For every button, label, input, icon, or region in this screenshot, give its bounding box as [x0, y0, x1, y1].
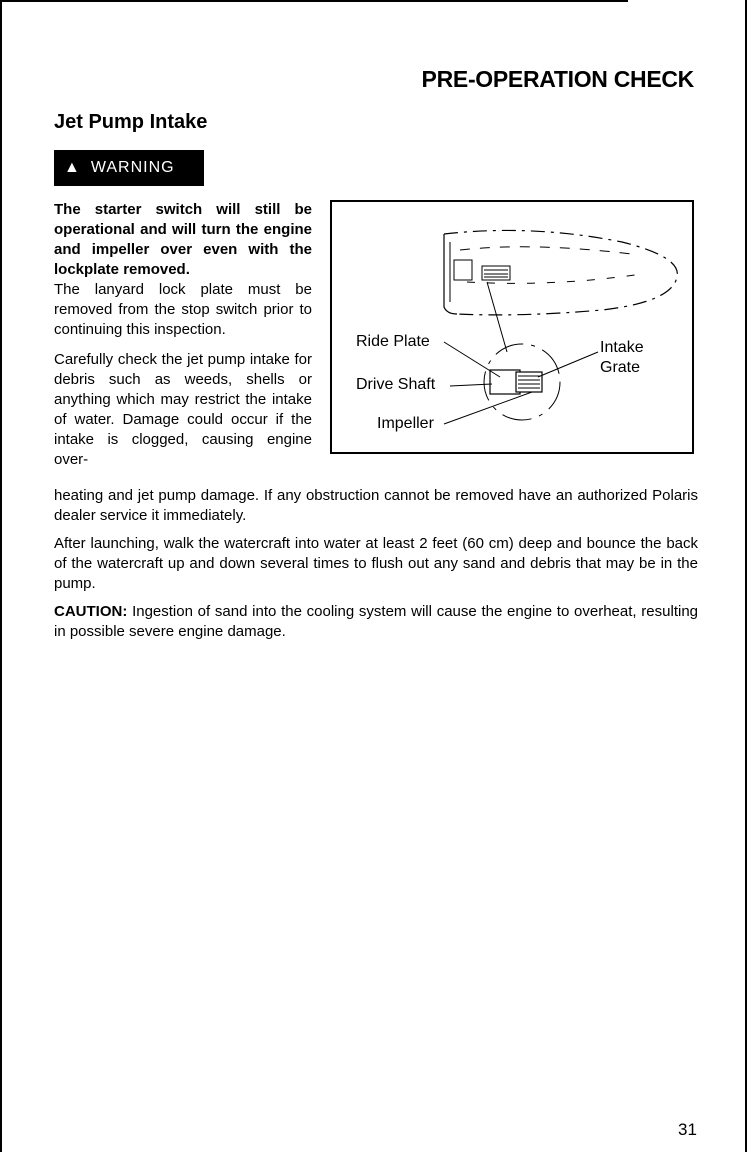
caution-text: Ingestion of sand into the cooling system will cause the engine to overheat, resulting in possible severe engine damage.	[54, 603, 699, 640]
top-border-rule	[0, 0, 628, 2]
caution-paragraph	[54, 602, 698, 642]
full-width-text	[54, 486, 698, 650]
page-number: 31	[678, 1120, 697, 1139]
caution-label: CAUTION:	[54, 603, 128, 620]
warning-triangle-icon: ▲	[64, 159, 81, 176]
warning-label: WARNING	[90, 159, 175, 176]
section-title: PRE-OPERATION CHECK	[421, 66, 694, 92]
left-column-text	[54, 200, 312, 470]
drive-shaft-label: Drive Shaft	[356, 376, 436, 393]
launch-paragraph: After launching, walk the watercraft into water at least 2 feet (60 cm) deep and bounce the back of the watercraft up and down several times to flush out any sand and debris that may be in the pump.	[54, 535, 698, 592]
warning-bold-text: The starter switch will still be operational and will turn the engine and impeller over even with the lockplate removed.	[54, 201, 312, 278]
jet-pump-figure	[330, 200, 694, 454]
impeller-label: Impeller	[377, 415, 434, 432]
left-border-rule	[0, 0, 2, 1152]
intake-grate-label-line2: Grate	[600, 359, 641, 376]
warning-plain-text: The lanyard lock plate must be removed from the stop switch prior to continuing this inspection.	[54, 281, 312, 338]
intake-grate-label-line1: Intake	[600, 339, 644, 356]
inspection-paragraph-start: Carefully check the jet pump intake for debris such as weeds, shells or anything which may restrict the intake of water. Damage could occur if the intake is clogged, causing engine over-	[54, 351, 312, 468]
subsection-title: Jet Pump Intake	[54, 111, 208, 133]
inspection-paragraph-end: heating and jet pump damage. If any obstruction cannot be removed have an authorized Polaris dealer service it immediately.	[54, 487, 698, 524]
warning-badge	[54, 150, 204, 186]
ride-plate-label: Ride Plate	[356, 333, 430, 350]
right-border-rule	[745, 0, 747, 1152]
